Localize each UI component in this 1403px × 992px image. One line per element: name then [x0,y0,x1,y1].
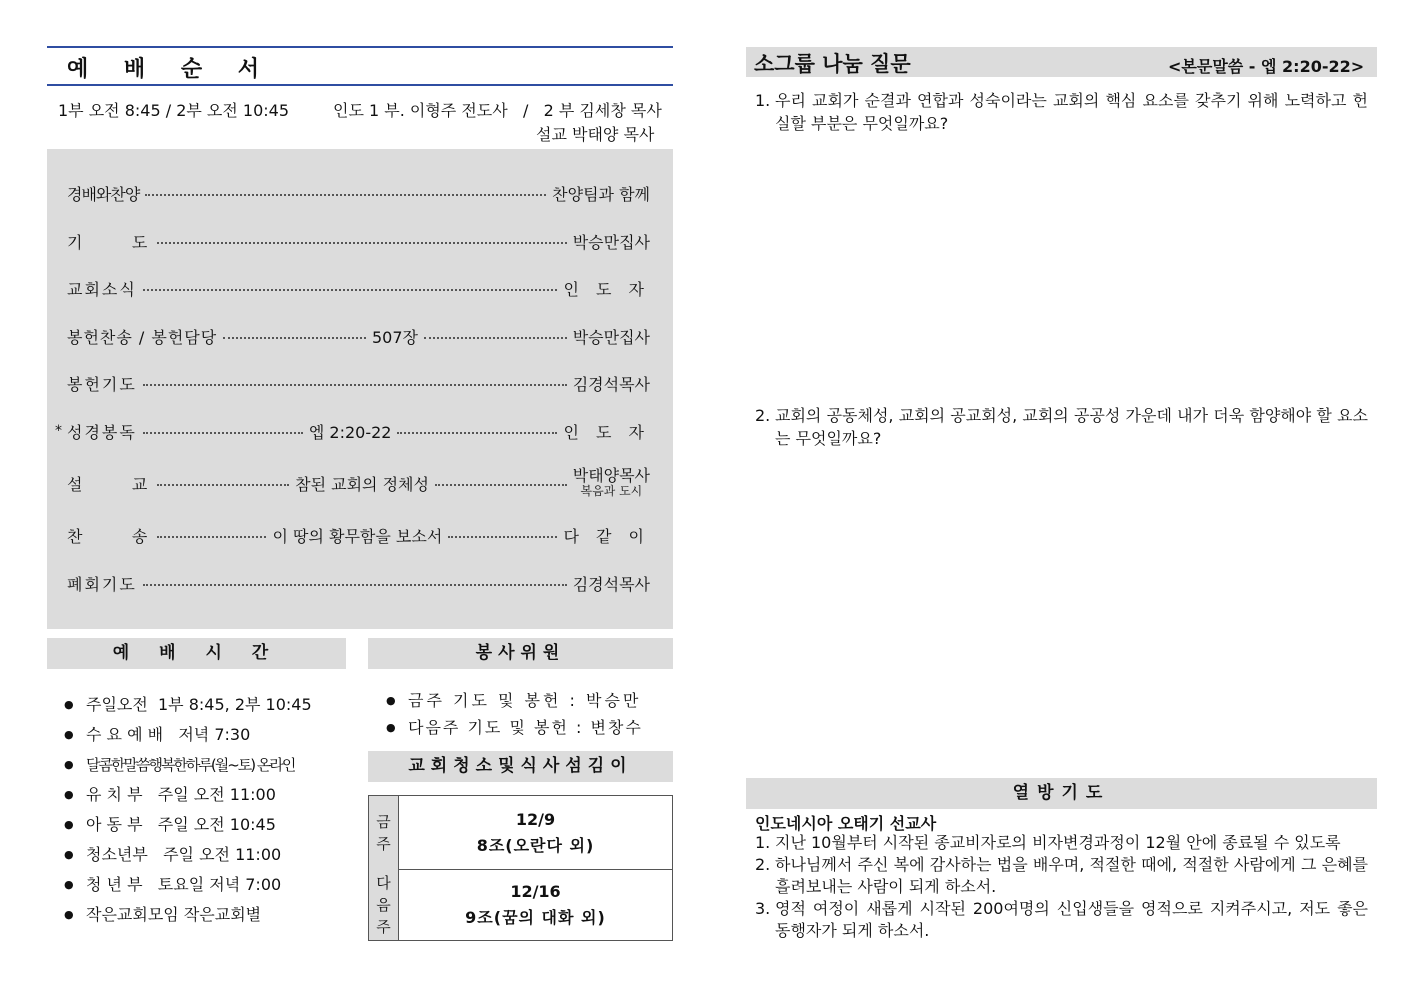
order-item-detail: 이 땅의 황무함을 보소서 [272,526,443,546]
order-item-name: 기 도 [67,232,152,252]
cleaning-cell [399,869,672,940]
question-text: 우리 교회가 순결과 연합과 성숙이라는 교회의 핵심 요소를 갖추기 위해 노력하고 헌실할 부분은 무엇일까요? [775,91,1368,133]
leader-dots [223,337,366,339]
list-item: ● 다음주 기도 및 봉헌 : 변창수 [386,717,643,744]
volunteers-header: 봉사위원 [368,638,673,669]
order-item-detail: 참된 교회의 정체성 [295,474,429,494]
leader-dots [143,432,303,434]
question-number: 1. [755,91,771,110]
order-item-name: 경배와찬양 [67,184,140,204]
leader-dots [397,432,557,434]
prayer-item [755,854,1368,898]
service-schedule-list [64,694,312,934]
order-item-person: 박승만집사 [572,232,650,252]
prayer-item [755,898,1368,942]
list-item: ● 유 치 부 주일 오전 11:00 [64,784,312,814]
prayer-list [755,832,1368,942]
list-item: ● 청 년 부 토요일 저녁 7:00 [64,874,312,904]
question-number: 2. [755,406,771,425]
leader-dots [157,484,289,486]
leader-dots [143,384,567,386]
service-times-line: 1부 오전 8:45 / 2부 오전 10:45 [58,101,290,120]
order-item-person: 인 도 자 [563,422,651,442]
list-item: ● 달콤한말씀행복한하루(월~토) 온라인 [64,754,312,784]
cleaning-table [368,795,673,941]
order-item [67,571,650,595]
order-item [67,371,650,395]
leader-dots [157,242,566,244]
question-item [755,89,1368,135]
order-item [67,467,650,499]
leader-dots [448,536,557,538]
order-item-person: 다 같 이 [563,526,650,546]
cleaning-cell [399,796,672,869]
leader-dots [424,337,567,339]
order-item-detail: 507장 [371,327,418,347]
small-group-title: 소그룹 나눔 질문 [754,52,911,76]
order-item [67,324,650,348]
list-item: ● 청소년부 주일 오전 11:00 [64,844,312,874]
standing-marker: * [55,423,62,439]
order-item-name: 설 교 [67,474,152,494]
worship-order-title: 예 배 순 서 [67,57,273,82]
question-text: 교회의 공동체성, 교회의 공교회성, 교회의 공공성 가운데 내가 더욱 함양해야 할 요소는 무엇일까요? [775,406,1368,448]
order-item-person: 인 도 자 [563,279,650,299]
order-item [67,229,650,253]
volunteers-list [386,690,643,744]
scripture-reference: <본문말씀 - 엡 2:20-22> [1168,57,1365,76]
table-row [369,796,672,870]
order-item-detail: 엡 2:20-22 [308,422,392,442]
order-item-name: 찬 송 [67,526,152,546]
worship-order-box [47,149,673,629]
leader-dots [157,536,266,538]
leader-dots [143,584,567,586]
prayer-number: 3. [755,899,771,918]
preacher-affiliation: 복음과 도시 [580,484,643,499]
order-item-name: 교회소식 [67,279,137,299]
leader-dots [143,289,558,291]
list-item: ● 수 요 예 배 저녁 7:30 [64,724,312,754]
cleaning-date: 12/16 [510,881,561,901]
order-item-person: 박승만집사 [572,327,650,347]
leader-dots [145,194,546,196]
order-item-person: 찬양팀과 함께 [552,184,650,204]
week-label: 다 음 주 [369,869,399,940]
list-item: ● 작은교회모임 작은교회별 [64,904,312,934]
preacher-line: 설교 박태양 목사 [536,125,655,144]
prayer-text: 하나님께서 주신 복에 감사하는 법을 배우며, 적절한 때에, 적절한 사람에게 그 은혜를 흘려보내는 사람이 되게 하소서. [775,855,1368,896]
order-item [67,523,650,547]
preacher-name: 박태양목사 [572,466,651,486]
order-item [55,419,651,443]
mission-prayer-header: 열방기도 [746,778,1377,809]
table-row [369,869,672,940]
prayer-number: 2. [755,855,771,874]
leader-dots [435,484,567,486]
order-item-name: 성경봉독 [67,422,137,442]
cleaning-group: 8조(오란다 외) [476,835,595,855]
cleaning-date: 12/9 [515,809,556,829]
order-item [67,181,650,205]
cleaning-header: 교회청소및식사섬김이 [368,751,673,782]
order-item-person [573,468,650,497]
leader-line: 인도 1 부. 이형주 전도사 / 2 부 김세창 목사 [333,101,662,120]
service-schedule-header: 예 배 시 간 [47,638,346,669]
missionary-name: 인도네시아 오태기 선교사 [755,814,937,833]
prayer-number: 1. [755,833,771,852]
list-item: ● 금주 기도 및 봉헌 : 박승만 [386,690,643,717]
order-item [67,276,650,300]
order-item-name: 폐회기도 [67,574,137,594]
order-item-person: 김경석목사 [572,574,650,594]
prayer-text: 영적 여정이 새롭게 시작된 200여명의 신입생들을 영적으로 지켜주시고, 저도 좋은 동행자가 되게 하소서. [775,899,1368,940]
cleaning-group: 9조(꿈의 대화 외) [465,907,606,927]
list-item: ● 주일오전 1부 8:45, 2부 10:45 [64,694,312,724]
week-label: 금 주 [369,796,399,869]
prayer-text: 지난 10월부터 시작된 종교비자로의 비자변경과정이 12월 안에 종료될 수 있도록 [775,833,1341,852]
list-item: ● 아 동 부 주일 오전 10:45 [64,814,312,844]
prayer-item [755,832,1368,854]
order-item-name: 봉헌기도 [67,374,137,394]
question-item [755,404,1368,450]
worship-order-header [47,46,673,86]
order-item-person: 김경석목사 [572,374,650,394]
order-item-name: 봉헌찬송 / 봉헌담당 [67,327,218,347]
